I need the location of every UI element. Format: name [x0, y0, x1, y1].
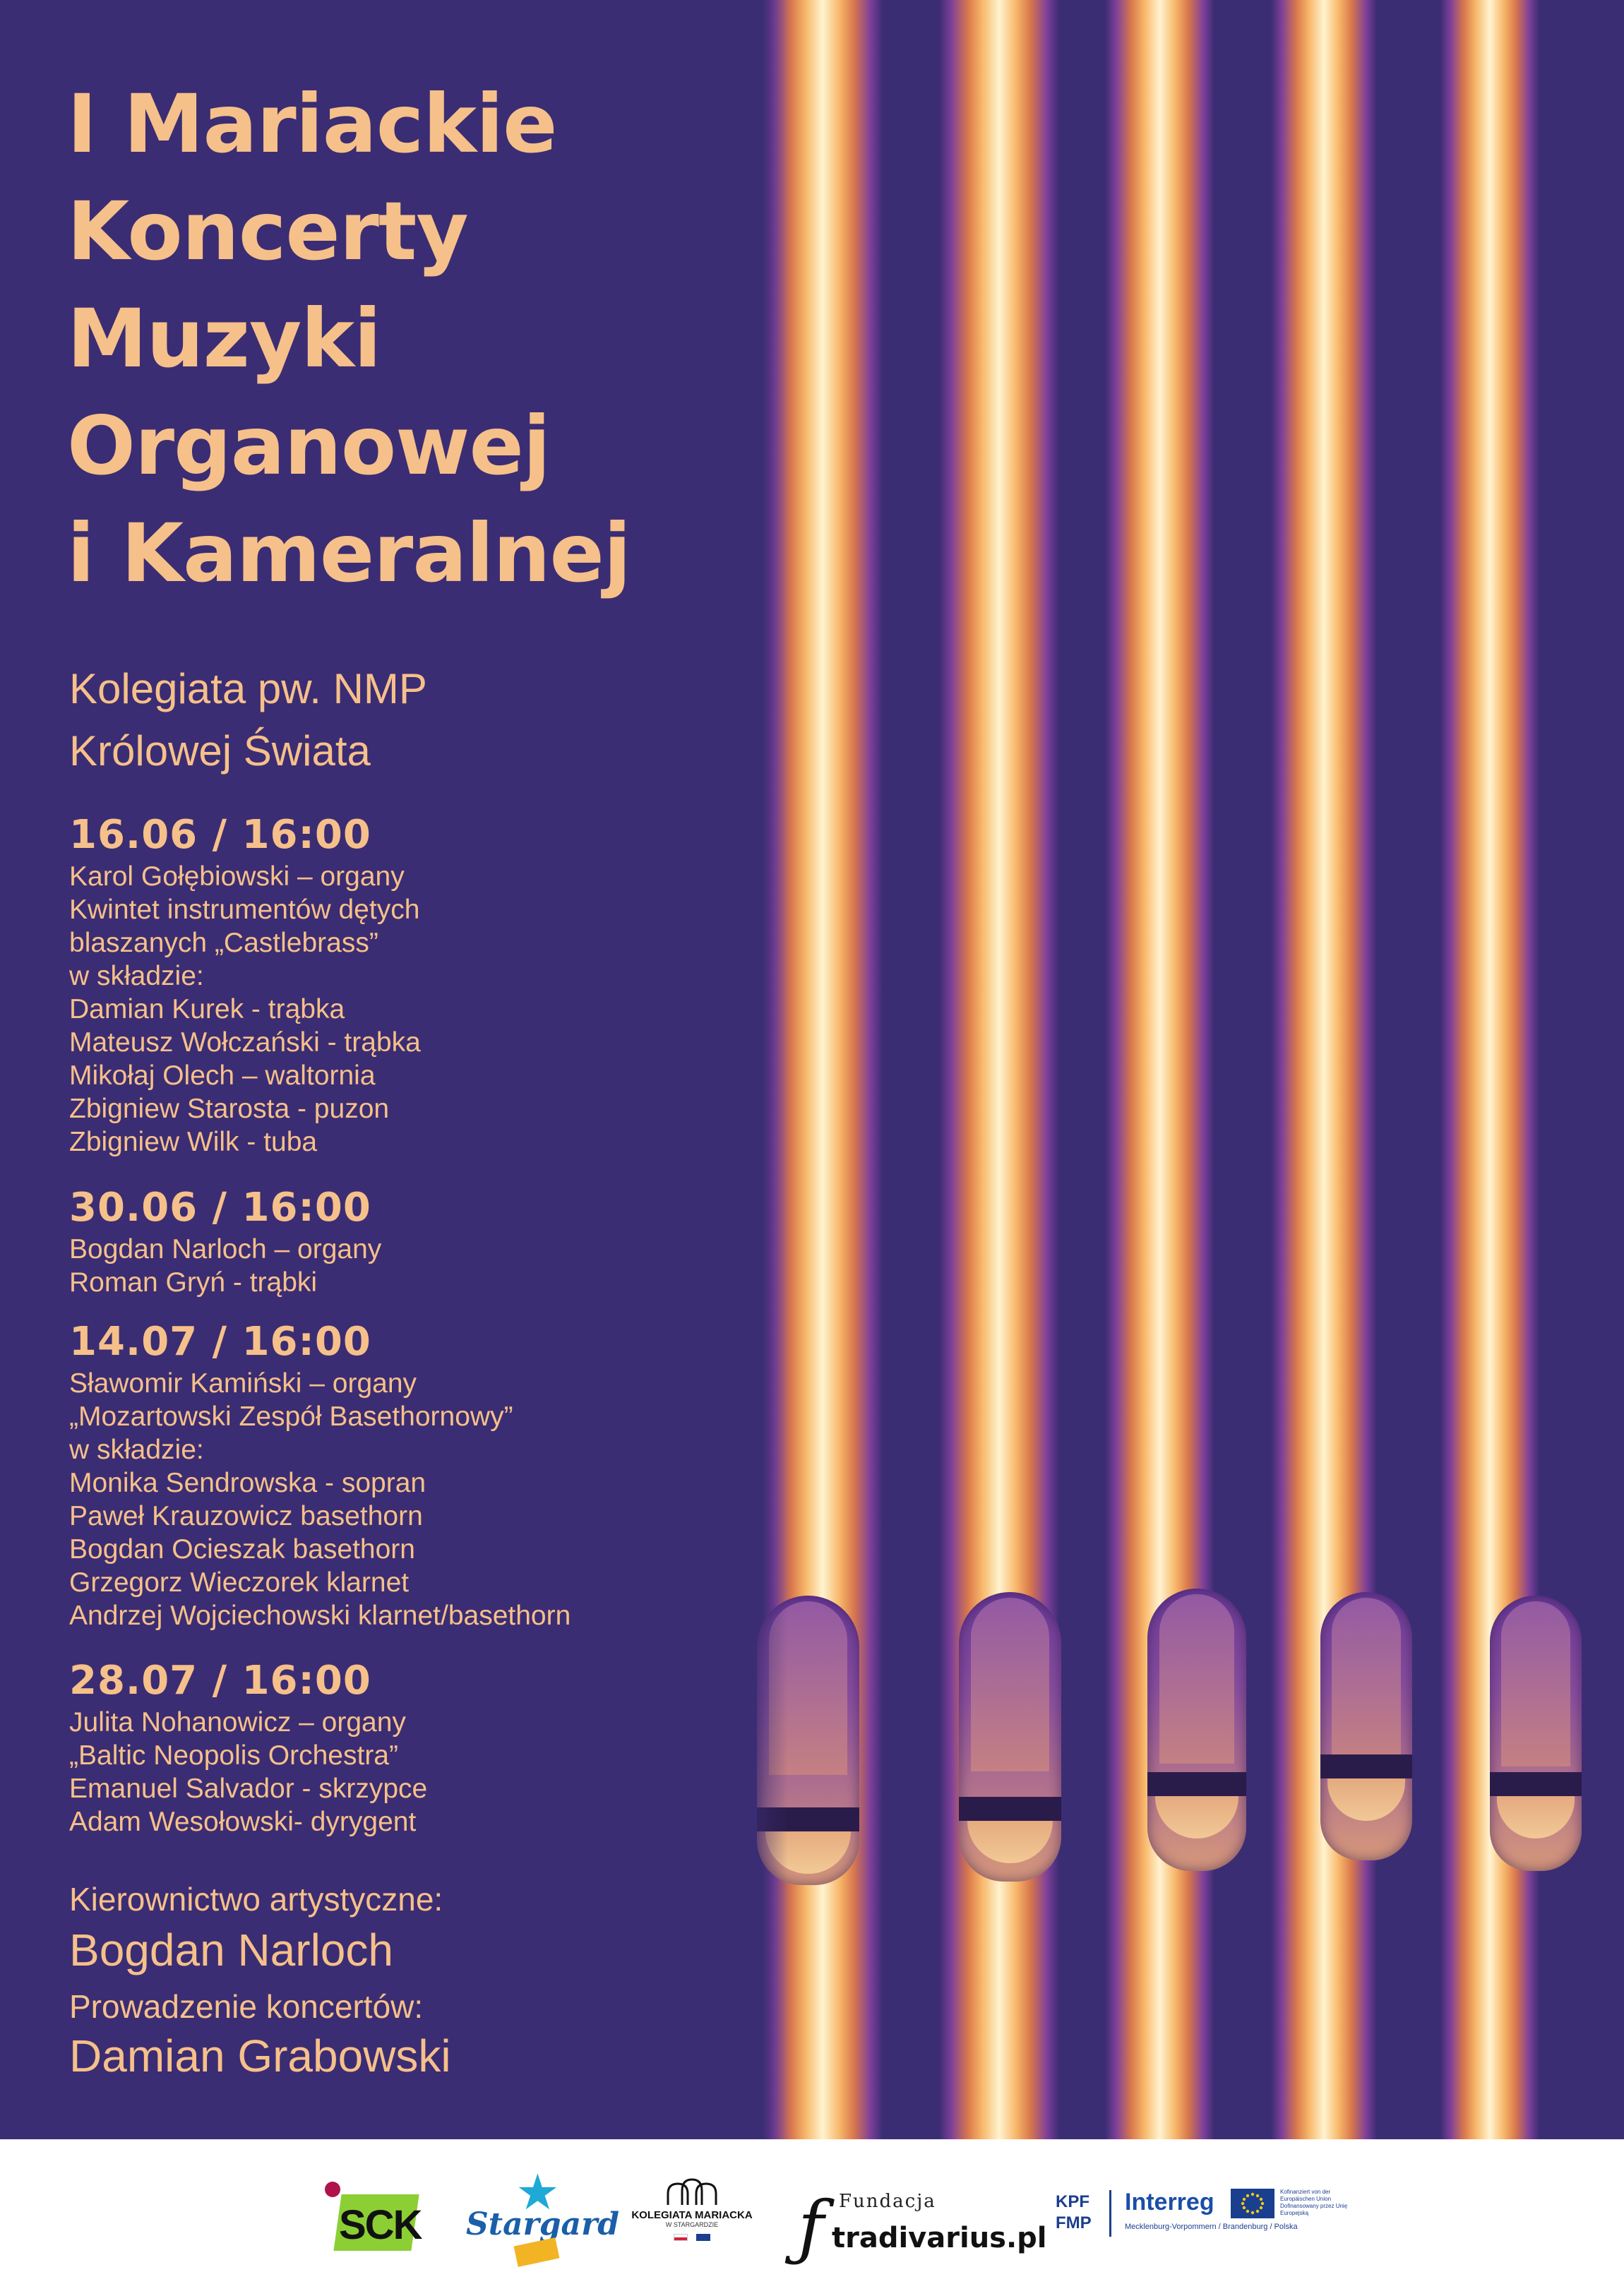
- title-line: i Kameralnej: [67, 506, 631, 600]
- eu-cofinancing-text: Kofinanziert von der Europäischen Union Dofinansowany przez Unię Europejską: [1280, 2189, 1348, 2216]
- concert-4: [69, 1656, 427, 1838]
- church-arches-icon: [664, 2178, 720, 2206]
- stradivarius-fund-label: Fundacja: [839, 2191, 936, 2212]
- concert-line: Adam Wesołowski- dyrygent: [69, 1807, 417, 1837]
- concert-line: „Baltic Neopolis Orchestra”: [69, 1740, 398, 1771]
- stradivarius-name: tradivarius.pl: [832, 2222, 1047, 2254]
- kpf-label: [1056, 2192, 1092, 2234]
- poster-title: [67, 71, 745, 607]
- sck-logo-text: SCK: [339, 2202, 422, 2248]
- concert-line: Bogdan Ocieszak basethorn: [69, 1534, 415, 1565]
- artistic-direction-label: Kierownictwo artystyczne:: [69, 1881, 443, 1918]
- concert-2: [69, 1183, 381, 1299]
- kpf-line: KPF: [1056, 2192, 1089, 2211]
- organ-pipe-mouth: [1490, 1596, 1582, 1871]
- title-line: Muzyki: [67, 292, 381, 385]
- concert-line: Karol Gołębiowski – organy: [69, 861, 405, 892]
- fmp-line: FMP: [1056, 2213, 1092, 2232]
- concert-line: Damian Kurek - trąbka: [69, 994, 345, 1024]
- organ-pipe-mouth: [1320, 1592, 1412, 1860]
- flag-icon: [674, 2234, 688, 2241]
- concert-line: „Mozartowski Zespół Basethornowy”: [69, 1401, 513, 1432]
- stargard-logo: [466, 2163, 620, 2266]
- concert-3: [69, 1317, 571, 1632]
- kolegiata-name: KOLEGIATA MARIACKA: [631, 2209, 753, 2221]
- title-line: I Mariackie: [67, 77, 557, 171]
- partner-flags: [621, 2234, 763, 2241]
- sck-dot-icon: [325, 2182, 340, 2197]
- title-line: Koncerty: [67, 184, 468, 278]
- concert-date: 30.06 / 16:00: [69, 1185, 371, 1231]
- concert-line: Roman Gryń - trąbki: [69, 1267, 318, 1298]
- venue: [69, 658, 427, 782]
- hosting-label: Prowadzenie koncertów:: [69, 1988, 424, 2025]
- f-clef-icon: ƒ: [798, 2186, 825, 2268]
- divider: [1109, 2190, 1111, 2237]
- host-name: Damian Grabowski: [69, 2031, 451, 2081]
- concert-line: Sławomir Kamiński – organy: [69, 1368, 417, 1399]
- stradivarius-logo: [798, 2178, 1047, 2268]
- kolegiata-logo: [621, 2178, 763, 2263]
- interreg-region: Mecklenburg-Vorpommern / Brandenburg / Polska: [1125, 2223, 1298, 2231]
- flag-icon: [696, 2234, 710, 2241]
- concert-date: 28.07 / 16:00: [69, 1658, 371, 1704]
- concert-line: Grzegorz Wieczorek klarnet: [69, 1567, 410, 1598]
- sck-logo: [325, 2182, 438, 2252]
- concert-line: Julita Nohanowicz – organy: [69, 1707, 406, 1738]
- organ-pipe-mouth: [757, 1596, 859, 1885]
- organ-pipes-image: [734, 0, 1624, 2139]
- concert-line: Monika Sendrowska - sopran: [69, 1468, 426, 1498]
- venue-line: Królowej Świata: [69, 727, 371, 775]
- concert-line: Mateusz Wołczański - trąbka: [69, 1027, 421, 1058]
- concert-line: Bogdan Narloch – organy: [69, 1234, 382, 1264]
- sponsor-footer: [0, 2139, 1624, 2296]
- star-icon: ★: [515, 2163, 560, 2221]
- concert-line: Paweł Krauzowicz basethorn: [69, 1501, 423, 1531]
- concert-line: Zbigniew Starosta - puzon: [69, 1094, 390, 1124]
- concert-line: Emanuel Salvador - skrzypce: [69, 1774, 428, 1804]
- concert-line: Zbigniew Wilk - tuba: [69, 1127, 318, 1157]
- artistic-director-name: Bogdan Narloch: [69, 1925, 393, 1975]
- concert-date: 16.06 / 16:00: [69, 812, 371, 858]
- stargard-logo-text: Stargard: [466, 2206, 620, 2242]
- organ-pipe-mouth: [959, 1592, 1061, 1882]
- interreg-label: Interreg: [1125, 2189, 1214, 2216]
- concert-line: Andrzej Wojciechowski klarnet/basethorn: [69, 1601, 571, 1631]
- concert-date: 14.07 / 16:00: [69, 1319, 371, 1365]
- concert-1: [69, 811, 421, 1159]
- concert-line: w składzie:: [69, 961, 204, 991]
- concert-line: blaszanych „Castlebrass”: [69, 928, 378, 958]
- concert-line: Mikołaj Olech – waltornia: [69, 1060, 376, 1091]
- concert-line: w składzie:: [69, 1435, 204, 1465]
- organ-pipe-mouth: [1147, 1589, 1246, 1871]
- concert-line: Kwintet instrumentów dętych: [69, 895, 420, 925]
- interreg-logo: [1056, 2189, 1352, 2259]
- title-line: Organowej: [67, 399, 550, 493]
- venue-line: Kolegiata pw. NMP: [69, 665, 427, 712]
- kolegiata-place: W STARGARDZIE: [665, 2221, 719, 2228]
- eu-flag-icon: [1231, 2189, 1274, 2218]
